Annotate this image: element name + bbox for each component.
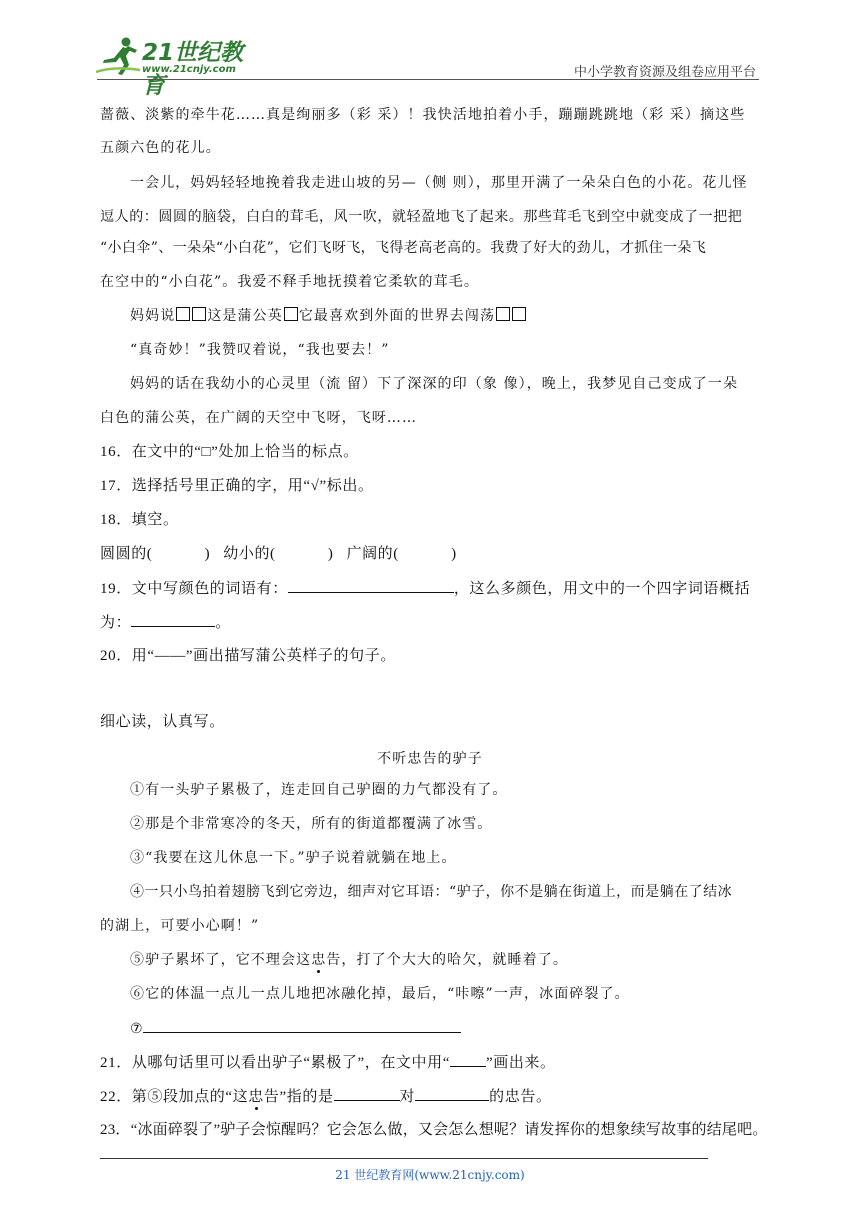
dotted-emphasis: 这忠告 [296,952,342,968]
question-text: 对 [399,1089,416,1105]
story-paragraph: ⑥它的体温一点儿一点儿地把冰融化掉，最后，“咔嚓”一声，冰面碎裂了。 [130,986,630,1002]
question-text: 19．文中写颜色的词语有： [100,581,288,597]
question-18-blanks[interactable]: 圆圆的( ) 幼小的( ) 广阔的( ) [100,546,457,562]
text-segment: 它最喜欢到外面的世界去闯荡 [298,308,496,324]
punctuation-blank-box[interactable] [284,307,298,321]
site-logo[interactable] [94,34,264,99]
passage-line: 白色的蒲公英，在广阔的天空中飞呀，飞呀…… [100,410,418,426]
passage-line: “真奇妙！”我赞叹着说，“我也要去！” [130,342,390,358]
question-text: 。 [215,615,231,631]
story-paragraph: ①有一头驴子累极了，连走回自己驴圈的力气都没有了。 [130,782,508,798]
question-19-cont [100,612,231,633]
story-paragraph: ②那是个非常寒冷的冬天，所有的街道都覆满了冰雪。 [130,816,493,832]
answer-blank[interactable] [143,1018,461,1033]
answer-blank[interactable] [450,1052,486,1067]
passage-line: 妈妈的话在我幼小的心灵里（流 留）下了深深的印（象 像），晚上，我梦见自己变成了一朵 [130,376,739,392]
question-text: 22．第⑤段加点的“ [100,1089,233,1105]
answer-blank[interactable] [131,612,215,627]
question-23: 23．“冰面碎裂了”驴子会惊醒吗？它会怎么做，又会怎么想呢？请发挥你的想象续写故事的结尾吧。 [100,1122,768,1138]
passage-line: 蔷薇、淡紫的牵牛花……真是绚丽多（彩 采）！我快活地拍着小手，蹦蹦跳跳地（彩 采）摘这些 [100,107,746,123]
question-22 [100,1086,552,1107]
question-text: ”画出来。 [485,1055,556,1071]
question-text: ，这么多颜色，用文中的一个四字词语概括 [453,581,751,597]
story-title: 不听忠告的驴子 [377,751,483,767]
question-17: 17．选择括号里正确的字，用“√”标出。 [100,478,374,494]
runner-logo-icon [96,36,142,76]
punctuation-blank-box[interactable] [512,307,526,321]
text-segment: ，打了个大大的哈欠，就睡着了。 [341,952,568,968]
question-text: 21．从哪句话里可以看出驴子“累极了”，在文中用“ [100,1055,450,1071]
page-header [0,0,860,99]
logo-url: www.21cnjy.com [142,64,236,75]
story-paragraph: 的湖上，可要小心啊！” [100,918,260,934]
header-divider [97,79,759,80]
story-paragraph [130,950,568,970]
question-20: 20．用“——”画出描写蒲公英样子的句子。 [100,648,396,664]
text-segment: ⑤驴子累坏了，它不理会 [130,952,297,968]
passage-line [130,306,527,326]
question-text: 的忠告。 [489,1089,552,1105]
dotted-emphasis: 这忠告 [232,1089,280,1105]
question-text: ”指的是 [279,1089,334,1105]
question-text: 为： [100,615,132,631]
question-16: 16．在文中的“□”处加上恰当的标点。 [100,444,359,460]
passage-line: “小白伞”、一朵朵“小白花”，它们飞呀飞，飞得老高老高的。我费了好大的劲儿，才抓住一朵飞 [100,240,707,256]
paragraph-number: ⑦ [130,1021,143,1037]
footer-divider [100,1158,708,1159]
passage-line: 五颜六色的花儿。 [100,140,221,156]
punctuation-blank-box[interactable] [496,307,510,321]
story-paragraph: ④一只小鸟拍着翅膀飞到它旁边，细声对它耳语：“驴子，你不是躺在街道上，而是躺在了结冰 [130,884,733,900]
text-segment: 妈妈说 [130,308,176,324]
answer-blank[interactable] [334,1086,400,1101]
footer-link[interactable]: 21 世纪教育网(www.21cnjy.com) [335,1168,525,1182]
logo-text: 21世纪教育 [142,40,244,99]
platform-name: 中小学教育资源及组卷应用平台 [573,65,756,80]
punctuation-blank-box[interactable] [192,307,206,321]
answer-blank[interactable] [288,578,454,593]
punctuation-blank-box[interactable] [176,307,190,321]
section-intro: 细心读，认真写。 [100,714,225,730]
question-18: 18．填空。 [100,512,179,528]
question-19 [100,578,750,599]
story-paragraph: ③“我要在这儿休息一下。”驴子说着就躺在地上。 [130,850,457,866]
passage-line: 一会儿，妈妈轻轻地挽着我走进山坡的另—（侧 则），那里开满了一朵朵白色的小花。花儿怪 [130,175,748,191]
text-segment: 这是蒲公英 [207,308,283,324]
story-paragraph-7 [130,1018,461,1039]
passage-line: 逗人的：圆圆的脑袋，白白的茸毛，风一吹，就轻盈地飞了起来。那些茸毛飞到空中就变成了一把把 [100,209,743,225]
passage-line: 在空中的“小白花”。我爱不释手地抚摸着它柔软的茸毛。 [100,274,479,290]
question-21 [100,1052,556,1073]
answer-blank[interactable] [415,1086,489,1101]
